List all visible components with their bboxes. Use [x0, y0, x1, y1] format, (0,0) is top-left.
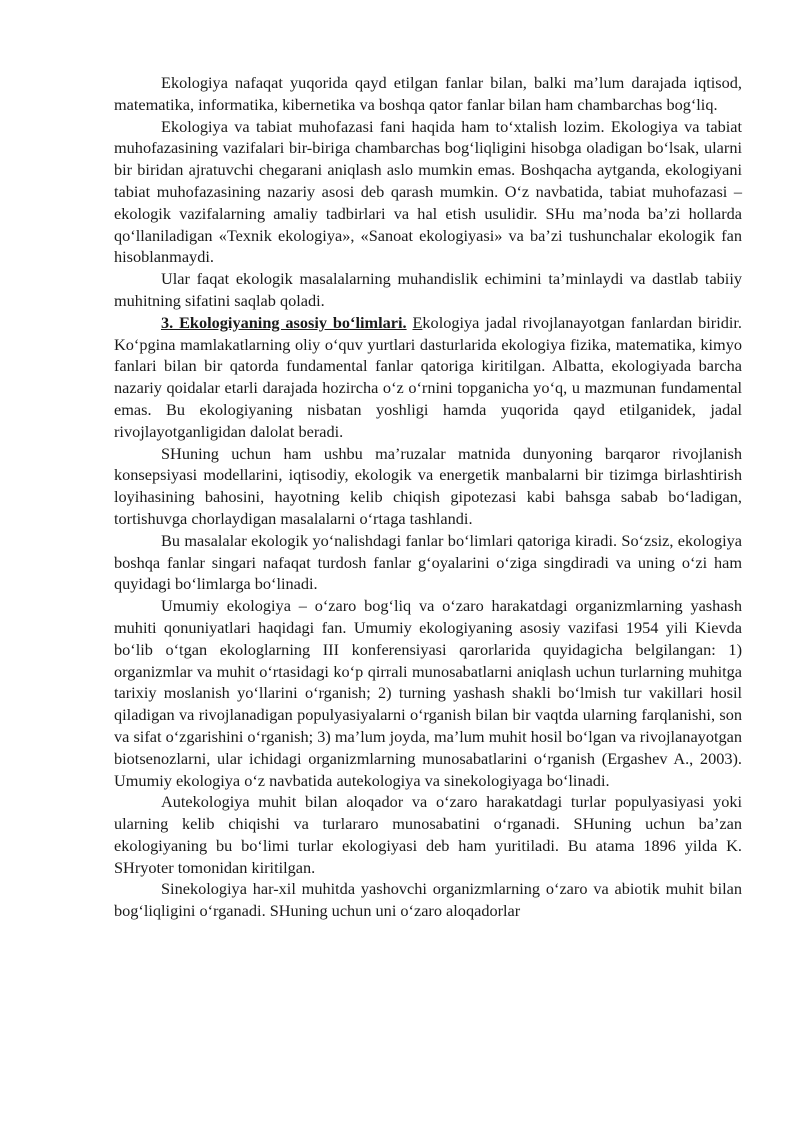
paragraph: Bu masalalar ekologik yo‘nalishdagi fanlar bo‘limlari qatoriga kiradi. So‘zsiz, ekologiya boshqa fanlar singari nafaqat turdosh fanlar g‘oyalarini o‘ziga singdiradi va uning o‘zi ham quyidagi bo‘limlarga bo‘linadi.: [114, 530, 742, 594]
paragraph: Ekologiya nafaqat yuqorida qayd etilgan fanlar bilan, balki ma’lum darajada iqtisod, matematika, informatika, kibernetika va boshqa qator fanlar bilan ham chambarchas bog‘liq.: [114, 73, 742, 114]
paragraph: Ular faqat ekologik masalalarning muhandislik echimini ta’minlaydi va dastlab tabiiy muhitning sifatini saqlab qoladi.: [114, 269, 742, 310]
section-first-letter: E: [412, 312, 423, 332]
section-body: kologiya jadal rivojlanayotgan fanlardan biridir. Ko‘pgina mamlakatlarning oliy o‘quv yurtlari dasturlarida ekologiya fizika, matematika, kimyo fanlari bilan bir qatorda fundamental fanlar qatoriga kiritilgan. Albatta, ekologiyada barcha nazariy qoidalar etarli darajada hozircha o‘z o‘rnini topganicha yo‘q, u mazmunan fundamental emas. Bu ekologiyaning nisbatan yoshligi hamda yuqorida qayd etilganidek, jadal rivojlayotganligidan dalolat beradi.: [114, 312, 742, 441]
paragraph: SHuning uchun ham ushbu ma’ruzalar matnida dunyoning barqaror rivojlanish konsepsiyasi modellarini, iqtisodiy, ekologik va energetik manbalarni bir tizimga birlashtirish loyihasining bahosini, hayotning kelib chiqish gipotezasi kabi bahsga sabab bo‘ladigan, tortishuvga chorlaydigan masalalarni o‘rtaga tashlandi.: [114, 443, 742, 528]
section-heading: 3. Ekologiyaning asosiy bo‘limlari.: [161, 312, 407, 332]
paragraph: Sinekologiya har-xil muhitda yashovchi organizmlarning o‘zaro va abiotik muhit bilan bog‘liqligini o‘rganadi. SHuning uchun uni o‘zaro aloqadorlar: [114, 879, 742, 921]
document-page: [114, 72, 742, 922]
paragraph: Autekologiya muhit bilan aloqador va o‘zaro harakatdagi turlar populyasiyasi yoki ularning kelib chiqishi va turlararo munosabatini o‘rganadi. SHuning uchun ba’zan ekologiyaning bu bo‘limi turlar ekologiyasi deb ham yuritiladi. Bu atama 1896 yilda K. SHryoter tomonidan kiritilgan.: [114, 792, 742, 877]
paragraph: Ekologiya va tabiat muhofazasi fani haqida ham to‘xtalish lozim. Ekologiya va tabiat muhofazasining vazifalari bir-biriga chambarchas bog‘liqligini hisobga oladigan bo‘lsak, ularni bir biridan ajratuvchi chegarani aniqlash aslo mumkin emas. Boshqacha aytganda, ekologiyani tabiat muhofazasining nazariy asosi deb qarash mumkin. O‘z navbatida, tabiat muhofazasi – ekologik vazifalarning amaliy tadbirlari va hal etish usulidir. SHu ma’noda ba’zi hollarda qo‘llaniladigan «Texnik ekologiya», «Sanoat ekologiyasi» va ba’zi tushunchalar ekologik fan hisoblanmaydi.: [114, 116, 742, 267]
paragraph: Umumiy ekologiya – o‘zaro bog‘liq va o‘zaro harakatdagi organizmlarning yashash muhiti qonuniyatlari haqidagi fan. Umumiy ekologiyaning asosiy vazifasi 1954 yili Kievda bo‘lib o‘tgan ekologlarning III konferensiyasi qarorlarida quyidagicha belgilangan: 1) organizmlar va muhit o‘rtasidagi ko‘p qirrali munosabatlarni aniqlash uchun turlarning muhitga tarixiy moslanish yo‘llarini o‘rganish; 2) turning yashash shakli bo‘lmish tur vakillari hosil qiladigan va rivojlanadigan populyasiyalarni o‘rganish bilan bir vaqtda ularning farqlanishi, son va sifat o‘zgarishini o‘rganish; 3) ma’lum joyda, ma’lum muhit hosil bo‘lgan va rivojlanayotgan biotsenozlarni, ular ichidagi organizmlarning munosabatlarini o‘rganish (Ergashev A., 2003). Umumiy ekologiya o‘z navbatida autekologiya va sinekologiyaga bo‘linadi.: [114, 596, 742, 790]
section-paragraph: [114, 312, 742, 443]
